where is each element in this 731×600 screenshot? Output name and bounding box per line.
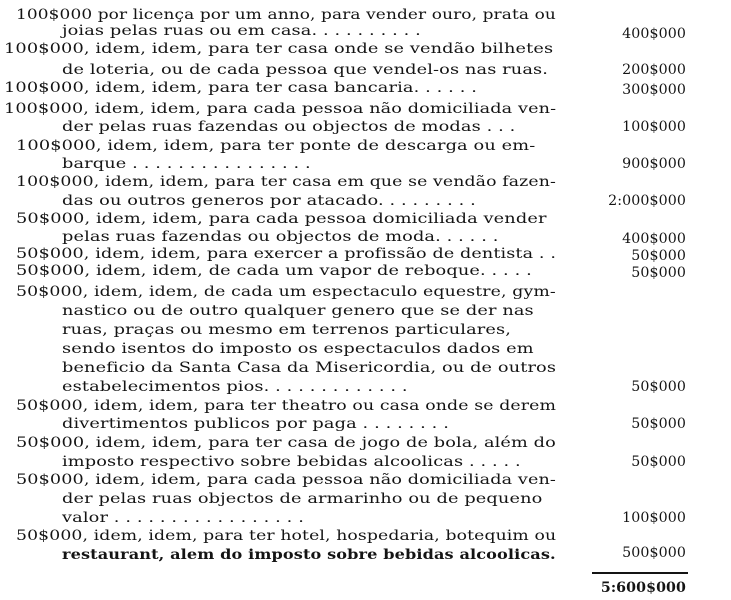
entry-line: 100$000 por licença por um anno, para vender ouro, prata ou	[16, 7, 556, 23]
entry-line: 50$000, idem, idem, de cada um espectaculo equestre, gym-	[16, 284, 556, 300]
entry-line: 100$000, idem, idem, para ter casa em que se vendão fazen-	[16, 174, 556, 190]
entry-amount: 50$000	[631, 248, 686, 264]
entry-line: nastico ou de outro qualquer genero que se der nas	[62, 303, 534, 319]
entry-amount: 200$000	[622, 62, 686, 78]
entry-line: der pelas ruas objectos de armarinho ou de pequeno	[62, 491, 543, 507]
entry-line: de loteria, ou de cada pessoa que vendel-os nas ruas.	[62, 62, 549, 78]
entry-amount: 300$000	[622, 82, 686, 98]
entry-line: 50$000, idem, idem, para cada pessoa não domiciliada ven-	[16, 472, 556, 488]
entry-amount: 400$000	[622, 231, 686, 247]
entry-line: 100$000, idem, idem, para ter casa onde se vendão bilhetes	[4, 41, 554, 57]
entry-line: 100$000, idem, idem, para ter casa bancaria. . . . . .	[4, 80, 477, 96]
entry-line: pelas ruas fazendas ou objectos de moda. . . . . .	[62, 229, 499, 245]
entry-line: 50$000, idem, idem, de cada um vapor de reboque. . . . .	[16, 263, 532, 279]
entry-line: 50$000, idem, idem, para exercer a profissão de dentista . .	[16, 246, 557, 262]
entry-line: joias pelas ruas ou em casa. . . . . . . . . .	[62, 23, 421, 39]
entry-amount: 2:000$000	[608, 193, 686, 209]
entry-line: 50$000, idem, idem, para ter hotel, hospedaria, botequim ou	[16, 528, 557, 544]
entry-line: 50$000, idem, idem, para ter theatro ou casa onde se derem	[16, 398, 557, 414]
entry-line: estabelecimentos pios. . . . . . . . . . . . .	[62, 379, 408, 395]
entry-line: beneficio da Santa Casa da Misericordia, ou de outros	[62, 360, 557, 376]
total-rule	[592, 572, 688, 574]
entry-line: 50$000, idem, idem, para cada pessoa domiciliada vender	[16, 211, 547, 227]
grand-total: 5:600$000	[600, 580, 686, 596]
entry-line: valor . . . . . . . . . . . . . . . . .	[62, 510, 304, 526]
entry-line: 100$000, idem, idem, para cada pessoa não domiciliada ven-	[4, 101, 557, 117]
entry-line: imposto respectivo sobre bebidas alcoolicas . . . . .	[62, 454, 521, 470]
entry-line: barque . . . . . . . . . . . . . . . .	[62, 156, 311, 172]
entry-amount: 50$000	[631, 265, 686, 281]
entry-amount: 50$000	[631, 454, 686, 470]
entry-line: sendo isentos do imposto os espectaculos dados em	[62, 341, 534, 357]
entry-line: divertimentos publicos por paga . . . . . . . .	[62, 416, 449, 432]
entry-amount: 900$000	[622, 156, 686, 172]
entry-line: das ou outros generos por atacado. . . . . . . . .	[62, 193, 476, 209]
entry-amount: 100$000	[622, 510, 686, 526]
entry-amount: 50$000	[631, 416, 686, 432]
entry-amount: 50$000	[631, 379, 686, 395]
entry-amount: 400$000	[622, 26, 686, 42]
entry-line: ruas, praças ou mesmo em terrenos particulares,	[62, 322, 512, 338]
entry-line: 50$000, idem, idem, para ter casa de jogo de bola, além do	[16, 435, 556, 451]
entry-amount: 100$000	[622, 119, 686, 135]
entry-amount: 500$000	[622, 545, 686, 561]
entry-line: restaurant, alem do imposto sobre bebidas alcoolicas.	[62, 547, 556, 563]
entry-line: 100$000, idem, idem, para ter ponte de descarga ou em-	[16, 138, 536, 154]
entry-line: der pelas ruas fazendas ou objectos de modas . . .	[62, 119, 516, 135]
